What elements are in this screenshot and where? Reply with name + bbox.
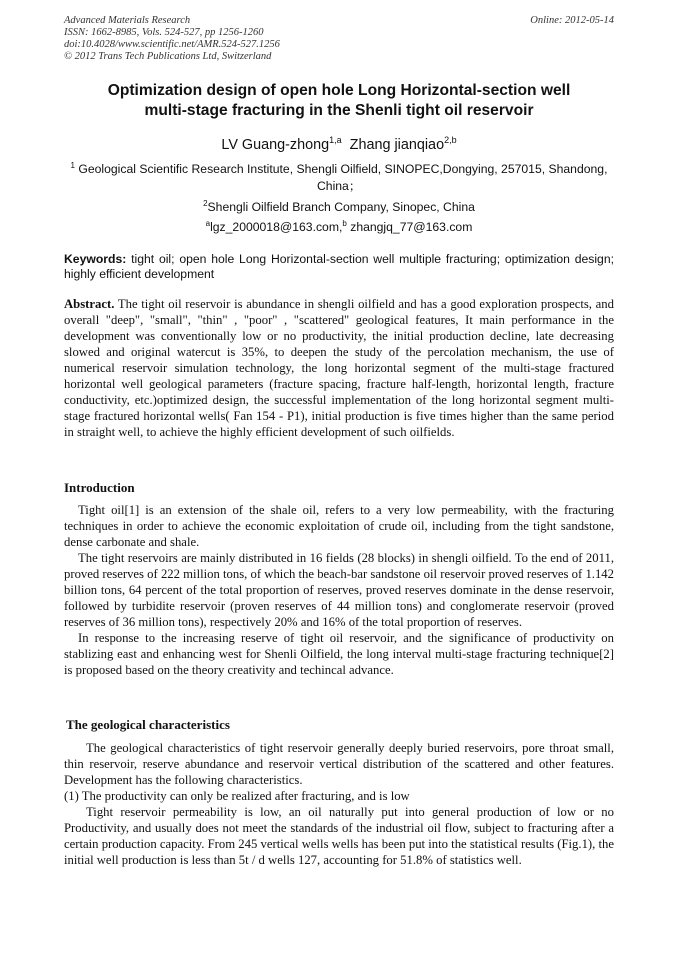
journal-copyright: © 2012 Trans Tech Publications Ltd, Switzerland [64, 51, 272, 62]
journal-doi: doi:10.4028/www.scientific.net/AMR.524-527.1256 [64, 39, 280, 50]
geo-paragraph-2: Tight reservoir permeability is low, an oil naturally put into general production of low or no Productivity, and usually does not meet the standards of the industrial oil flow, subject to fracturing after a certain production capacity. From 245 vertical wells wells has been put into the statistical results (Fig.1), the initial well production is less than 5t / d wells 127, accounting for 51.8% of statistics well. [64, 805, 614, 867]
abstract-text: The tight oil reservoir is abundance in shengli oilfield and has a good exploration prospects, and overall "deep", "small", "thin" , "poor" , "scattered" geological features, It main performance in the development was conventionally low or no productivity, the initial production decline, late decreasing slowed and original watercut is 35%, to deepen the study of the percolation mechanism, the use of numerical reservoir simulation technology, the long horizontal segment of the multi-stage fractured horizontal well geological parameters (fracture spacing, fracture half-length, horizontal length, fracture conductivity, etc.)optimized design, the successful implementation of the long horizontal segment multi-stage fractured horizontal wells( Fan 154 - P1), initial production is five times higher than the same period in straight well, to achieve the highly efficient development of such oilfields. [64, 297, 614, 439]
author-1-name: LV Guang-zhong [221, 136, 330, 153]
geological-heading: The geological characteristics [66, 717, 230, 732]
email-b: zhangjq_77@163.com [350, 220, 473, 235]
affiliation-2-sup: 2 [203, 199, 208, 208]
paper-title [64, 81, 614, 121]
author-2 [350, 137, 457, 153]
email-b-sup: b [342, 219, 347, 228]
affiliation-1-sup: 1 [70, 161, 75, 170]
abstract-label: Abstract. [64, 297, 115, 311]
author-list [64, 131, 614, 154]
intro-paragraph-3: In response to the increasing reserve of tight oil reservoir, and the significance of productivity on stablizing east and enhancing west for Shenli Oilfield, the long interval multi-stage fracturing technique[2] is proposed based on the theory creativity and techincal advance. [64, 631, 614, 677]
affiliation-1 [64, 157, 614, 195]
author-1-sup: 1,a [329, 135, 342, 145]
title-line-2: multi-stage fracturing in the Shenli tight oil reservoir [144, 102, 534, 119]
online-date: Online: 2012-05-14 [530, 15, 614, 26]
author-2-name: Zhang jianqiao [349, 136, 445, 153]
affiliation-1-text: Geological Scientific Research Institute, Shengli Oilfield, SINOPEC,Dongying, 257015, Shandong, China； [78, 162, 608, 194]
abstract [64, 296, 614, 440]
affiliation-2-text: Shengli Oilfield Branch Company, Sinopec, China [207, 200, 475, 215]
intro-paragraph-1: Tight oil[1] is an extension of the shale oil, refers to a very low permeability, with the fracturing techniques in order to achieve the economic exploitation of crude oil, including from the tight sandstone, dense carbonate and shale. [64, 503, 614, 549]
author-emails [64, 215, 614, 236]
keywords-text: tight oil; open hole Long Horizontal-section well multiple fracturing; optimization design; highly efficient development [64, 252, 614, 281]
journal-name: Advanced Materials Research [64, 15, 191, 26]
author-2-sup: 2,b [444, 135, 457, 145]
intro-paragraph-2: The tight reservoirs are mainly distributed in 16 fields (28 blocks) in shengli oilfield. To the end of 2011, proved reserves of 222 million tons, of which the beach-bar sandstone oil reservoir proved reserves of 1.142 billion tons, 64 percent of the total proportion of reserves, proved reserves dominate in the dense reservoir, followed by turbidite reservoir (proven reserves of 44 million tons) and conglomerate reservoir (proved reserves of 36 million tons), respectively 20% and 16% of the total proportion of reserves. [64, 551, 614, 629]
email-a: lgz_2000018@163.com, [210, 220, 343, 235]
keywords-label: Keywords: [64, 252, 127, 266]
affiliation-2 [64, 195, 614, 216]
geological-body [64, 740, 614, 868]
journal-issn: ISSN: 1662-8985, Vols. 524-527, pp 1256-1260 [64, 27, 264, 38]
geo-paragraph-1: The geological characteristics of tight reservoir generally deeply buried reservoirs, pore throat small, thin reservoir, reserve abundance and reservoir vertical distribution of the scattered and other features. Development has the following characteristics. [64, 741, 614, 787]
introduction-heading: Introduction [64, 480, 135, 495]
journal-header [64, 15, 280, 63]
email-a-sup: a [205, 219, 211, 228]
geo-item-1: (1) The productivity can only be realized after fracturing, and is low [64, 789, 410, 803]
author-1 [221, 137, 341, 153]
title-line-1: Optimization design of open hole Long Horizontal-section well [107, 82, 571, 99]
keywords [64, 252, 614, 282]
introduction-body [64, 502, 614, 678]
